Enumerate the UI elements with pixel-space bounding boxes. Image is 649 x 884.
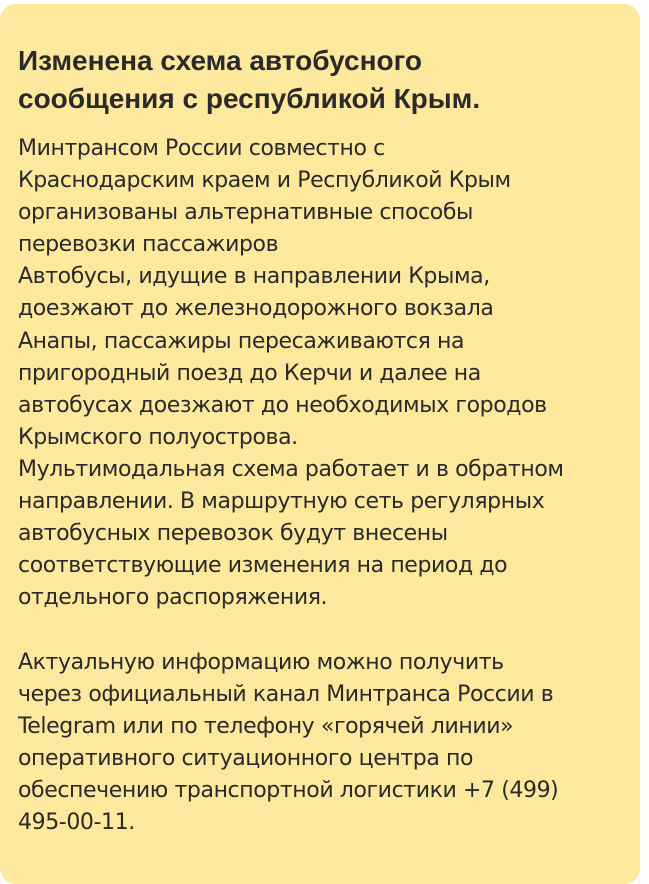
contact-line: 495-00-11. — [18, 809, 135, 835]
contact-line: обеспечению транспортной логистики +7 (499) — [18, 777, 559, 803]
contact-line: оперативного ситуационного центра по — [18, 745, 474, 771]
body-line: автобусах доезжают до необходимых городов — [18, 392, 547, 418]
body-line: Крымского полуострова. — [18, 424, 298, 450]
body-line: Автобусы, идущие в направлении Крыма, — [18, 264, 490, 290]
contact-line: Актуальную информацию можно получить — [18, 649, 504, 675]
body-line: доезжают до железнодорожного вокзала — [18, 296, 494, 322]
body-line: направлении. В маршрутную сеть регулярных — [18, 489, 545, 515]
body-line: автобусных перевозок будут внесены — [18, 521, 448, 547]
body-line: Мультимодальная схема работает и в обратном — [18, 456, 564, 482]
contact-line: через официальный канал Минтранса России в — [18, 681, 554, 707]
notice-body — [18, 133, 620, 839]
notice-title: Изменена схема автобусного сообщения с республикой Крым. — [18, 45, 481, 114]
paragraph-spacer — [18, 614, 620, 646]
body-line: пригородный поезд до Керчи и далее на — [18, 360, 481, 386]
contact-line: Telegram или по телефону «горячей линии» — [18, 713, 514, 739]
body-line: отдельного распоряжения. — [18, 585, 328, 611]
body-line: Минтрансом России совместно с — [18, 136, 385, 161]
body-line: Краснодарским краем и Республикой Крым — [18, 168, 511, 194]
body-line: Анапы, пассажиры пересаживаются на — [18, 328, 465, 354]
notice-card — [0, 4, 640, 884]
body-line: организованы альтернативные способы — [18, 200, 473, 226]
body-line: соответствующие изменения на период до — [18, 553, 508, 579]
body-line: перевозки пассажиров — [18, 232, 279, 258]
